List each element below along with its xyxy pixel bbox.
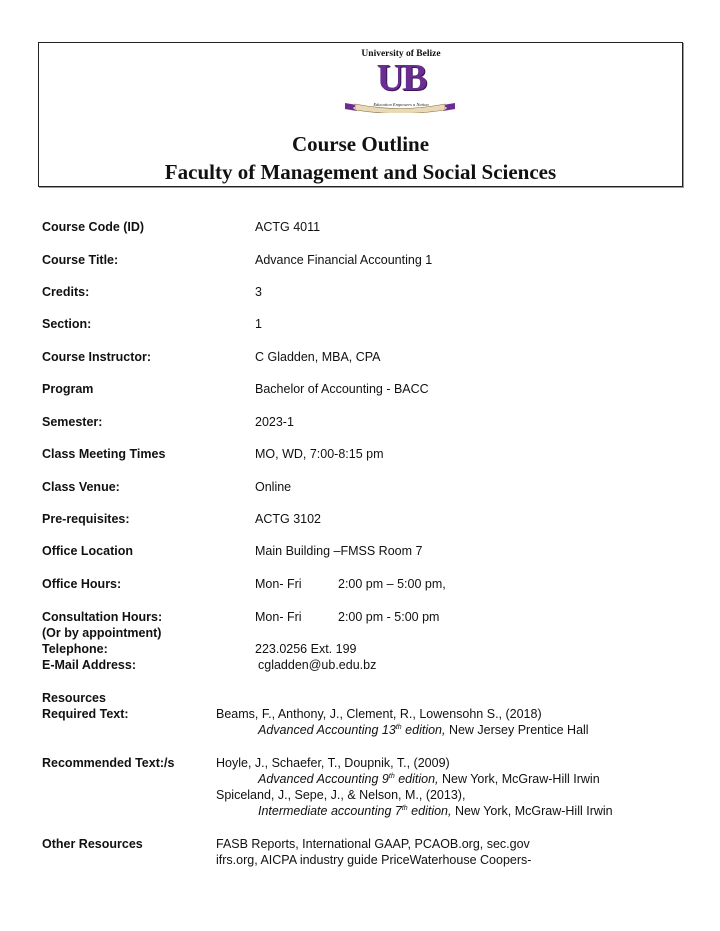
meeting-times-label: Class Meeting Times [42, 447, 166, 461]
email-value[interactable]: cgladden@ub.edu.bz [258, 658, 377, 672]
resources-heading: Resources [42, 691, 106, 705]
consultation-sub-label: (Or by appointment) [42, 626, 162, 640]
program-label: Program [42, 382, 94, 396]
program-value: Bachelor of Accounting - BACC [255, 382, 429, 396]
recommended-text-1-book: Advanced Accounting 9th edition, New York, McGraw-Hill Irwin [258, 772, 600, 786]
telephone-value: 223.0256 Ext. 199 [255, 642, 357, 656]
credits-label: Credits: [42, 285, 90, 299]
recommended-text-2-book: Intermediate accounting 7th edition, New York, McGraw-Hill Irwin [258, 804, 613, 818]
course-code-value: ACTG 4011 [255, 220, 321, 234]
credits-value: 3 [255, 285, 262, 299]
semester-label: Semester: [42, 415, 103, 429]
section-label: Section: [42, 317, 92, 331]
recommended-text-label: Recommended Text:/s [42, 756, 175, 770]
prerequisites-label: Pre-requisites: [42, 512, 130, 526]
office-location-label: Office Location [42, 544, 133, 558]
other-resources-label: Other Resources [42, 837, 143, 851]
course-title-label: Course Title: [42, 253, 119, 267]
other-resources-line-1: FASB Reports, International GAAP, PCAOB.org, sec.gov [216, 837, 530, 851]
office-hours-days: Mon- Fri [255, 577, 302, 591]
required-text-authors: Beams, F., Anthony, J., Clement, R., Lowensohn S., (2018) [216, 707, 542, 721]
meeting-times-value: MO, WD, 7:00-8:15 pm [255, 447, 384, 461]
venue-value: Online [255, 480, 292, 494]
telephone-label: Telephone: [42, 642, 108, 656]
consultation-time: 2:00 pm - 5:00 pm [338, 610, 440, 624]
consultation-label: Consultation Hours: [42, 610, 163, 624]
university-motto: Education Empowers a Nation [373, 102, 429, 107]
required-text-label: Required Text: [42, 707, 129, 721]
consultation-days: Mon- Fri [255, 610, 302, 624]
prerequisites-value: ACTG 3102 [255, 512, 322, 526]
office-hours-time: 2:00 pm – 5:00 pm, [338, 577, 446, 591]
recommended-text-2-authors: Spiceland, J., Sepe, J., & Nelson, M., (2013), [216, 788, 466, 802]
office-location-value: Main Building –FMSS Room 7 [255, 544, 423, 558]
page-title: Course Outline [291, 132, 430, 156]
email-label: E-Mail Address: [42, 658, 137, 672]
university-name: University of Belize [361, 49, 441, 59]
other-resources-line-2: ifrs.org, AICPA industry guide PriceWaterhouse Coopers- [216, 853, 532, 867]
semester-value: 2023-1 [255, 415, 294, 429]
recommended-text-1-authors: Hoyle, J., Schaefer, T., Doupnik, T., (2009) [216, 756, 450, 770]
venue-label: Class Venue: [42, 480, 120, 494]
required-text-book: Advanced Accounting 13th edition, New Jersey Prentice Hall [258, 723, 589, 737]
course-code-label: Course Code (ID) [42, 220, 145, 234]
ub-logo-letters: UB [376, 57, 426, 99]
header-box [38, 42, 683, 187]
section-value: 1 [255, 317, 262, 331]
instructor-label: Course Instructor: [42, 350, 152, 364]
course-title-value: Advance Financial Accounting 1 [255, 253, 433, 267]
office-hours-label: Office Hours: [42, 577, 122, 591]
faculty-title: Faculty of Management and Social Sciences [164, 160, 557, 184]
university-logo [339, 49, 463, 121]
instructor-value: C Gladden, MBA, CPA [255, 350, 381, 364]
